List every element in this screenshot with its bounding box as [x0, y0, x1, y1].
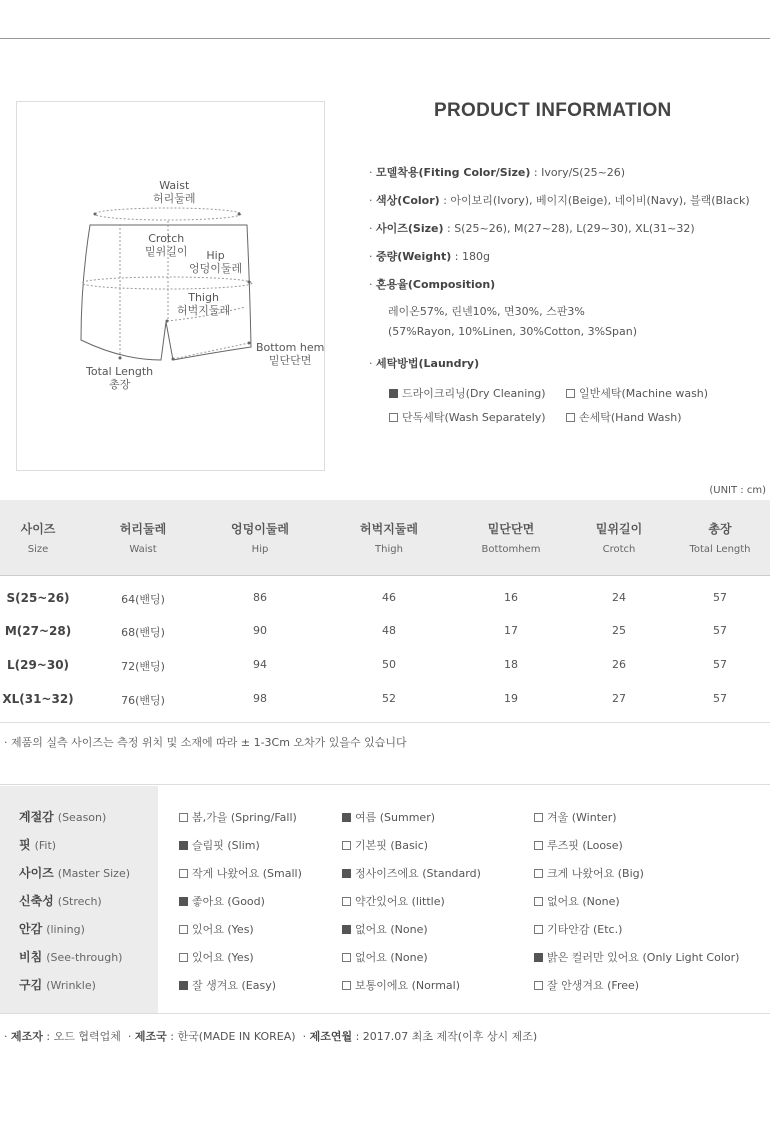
column-header-ko: 사이즈 [20, 522, 56, 536]
column-header-ko: 엉덩이둘레 [231, 522, 289, 536]
diagram-label-thigh: Thigh 허벅지둘레 [177, 291, 231, 317]
laundry-option: 일반세탁(Machine wash) [566, 385, 708, 401]
column-header-ko: 허리둘레 [119, 522, 167, 536]
checkbox-icon [342, 925, 351, 934]
table-cell: 94 [253, 658, 267, 671]
checkbox-icon [179, 925, 188, 934]
info-laundry: · 세탁방법(Laundry) [369, 357, 480, 370]
table-cell: 86 [253, 591, 267, 604]
checkbox-icon [534, 813, 543, 822]
info-fitting: · 모델착용(Fiting Color/Size) : Ivory/S(25~26) [369, 166, 626, 179]
checkbox-icon [566, 389, 575, 398]
column-header-en: Size [27, 544, 49, 555]
table-cell: 48 [382, 624, 396, 637]
attribute-option: 잘 생겨요 (Easy) [179, 977, 276, 993]
size-row-label: XL(31~32) [2, 692, 74, 706]
info-weight: · 중량(Weight) : 180g [369, 250, 490, 263]
attribute-option: 크게 나왔어요 (Big) [534, 865, 644, 881]
info-color: · 색상(Color) : 아이보리(Ivory), 베이지(Beige), 네이비(Navy), 블랙(Black) [369, 194, 750, 207]
column-header-en: Bottomhem [481, 544, 541, 555]
column-header-ko: 밑위길이 [595, 522, 643, 536]
shorts-outline-icon [17, 102, 326, 472]
checkbox-icon [534, 897, 543, 906]
column-header [231, 520, 289, 555]
table-cell: 16 [504, 591, 518, 604]
column-header [21, 520, 56, 555]
checkbox-icon [179, 953, 188, 962]
checkbox-icon [342, 897, 351, 906]
attribute-option: 봄,가을 (Spring/Fall) [179, 809, 297, 825]
checkbox-icon [179, 869, 188, 878]
table-cell: 57 [713, 658, 727, 671]
column-header [482, 520, 541, 555]
column-header-ko: 허벅지둘레 [360, 522, 418, 536]
info-size: · 사이즈(Size) : S(25~26), M(27~28), L(29~30), XL(31~32) [369, 222, 695, 235]
top-divider [0, 38, 770, 39]
attribute-label: 구김 (Wrinkle) [19, 978, 96, 992]
page-title: PRODUCT INFORMATION [434, 100, 672, 121]
table-cell: 57 [713, 624, 727, 637]
table-cell: 64(밴딩) [121, 593, 165, 606]
table-cell: 25 [612, 624, 626, 637]
attribute-option: 있어요 (Yes) [179, 921, 254, 937]
checkbox-icon [342, 813, 351, 822]
size-note: · 제품의 실측 사이즈는 측정 위치 및 소재에 따라 ± 1-3Cm 오차가 있을수 있습니다 [4, 736, 407, 749]
size-row-label: L(29~30) [6, 658, 70, 672]
attribute-option: 보통이에요 (Normal) [342, 977, 460, 993]
checkbox-icon [179, 897, 188, 906]
table-cell: 57 [713, 692, 727, 705]
checkbox-icon [534, 869, 543, 878]
diagram-label-crotch: Crotch 밑위길이 [145, 232, 188, 258]
attribute-option: 있어요 (Yes) [179, 949, 254, 965]
column-header-ko: 밑단단면 [487, 522, 535, 536]
attribute-option: 기타안감 (Etc.) [534, 921, 622, 937]
column-header-en: Crotch [602, 544, 636, 555]
attribute-label: 안감 (lining) [19, 922, 85, 936]
table-cell: 46 [382, 591, 396, 604]
attribute-option: 잘 안생겨요 (Free) [534, 977, 639, 993]
attribute-option: 약간있어요 (little) [342, 893, 445, 909]
table-cell: 98 [253, 692, 267, 705]
composition-ko: 레이온57%, 린넨10%, 면30%, 스판3% [388, 305, 585, 318]
unit-label: (UNIT : cm) [709, 485, 766, 496]
divider [0, 1013, 770, 1014]
laundry-option: 손세탁(Hand Wash) [566, 409, 682, 425]
checkbox-icon [342, 981, 351, 990]
table-cell: 68(밴딩) [121, 626, 165, 639]
table-cell: 19 [504, 692, 518, 705]
checkbox-icon [389, 389, 398, 398]
table-cell: 52 [382, 692, 396, 705]
attribute-option: 여름 (Summer) [342, 809, 435, 825]
size-row-label: S(25~26) [6, 591, 70, 605]
checkbox-icon [179, 813, 188, 822]
column-header-ko: 총장 [708, 522, 732, 536]
attribute-option: 기본핏 (Basic) [342, 837, 428, 853]
checkbox-icon [342, 841, 351, 850]
attribute-option: 겨울 (Winter) [534, 809, 617, 825]
table-cell: 72(밴딩) [121, 660, 165, 673]
checkbox-icon [534, 981, 543, 990]
divider [0, 722, 770, 723]
attribute-label: 비침 (See-through) [19, 950, 123, 964]
laundry-option: 드라이크리닝(Dry Cleaning) [389, 385, 546, 401]
table-cell: 17 [504, 624, 518, 637]
attribute-option: 없어요 (None) [534, 893, 620, 909]
diagram-label-waist: Waist 허리둘레 [153, 179, 196, 205]
attribute-label: 핏 (Fit) [19, 838, 57, 852]
diagram-label-hem: Bottom hem 밑단단면 [256, 341, 325, 367]
divider [0, 784, 770, 785]
checkbox-icon [566, 413, 575, 422]
table-cell: 27 [612, 692, 626, 705]
checkbox-icon [389, 413, 398, 422]
diagram-label-hip: Hip 엉덩이둘레 [189, 249, 243, 275]
attribute-option: 밝은 컬러만 있어요 (Only Light Color) [534, 949, 739, 965]
table-cell: 24 [612, 591, 626, 604]
column-header [596, 520, 642, 555]
attribute-label: 사이즈 (Master Size) [19, 866, 131, 880]
column-header-en: Thigh [375, 544, 403, 555]
attribute-option: 정사이즈에요 (Standard) [342, 865, 481, 881]
attribute-label: 계절감 (Season) [19, 810, 107, 824]
laundry-option: 단독세탁(Wash Separately) [389, 409, 546, 425]
checkbox-icon [534, 925, 543, 934]
column-header [120, 520, 166, 555]
column-header [689, 520, 750, 555]
attribute-option: 없어요 (None) [342, 949, 428, 965]
composition-en: (57%Rayon, 10%Linen, 30%Cotton, 3%Span) [388, 325, 638, 338]
attribute-option: 작게 나왔어요 (Small) [179, 865, 302, 881]
checkbox-icon [342, 953, 351, 962]
diagram-label-length: Total Length 총장 [86, 365, 154, 391]
column-header-en: Hip [251, 544, 269, 555]
table-cell: 57 [713, 591, 727, 604]
checkbox-icon [179, 841, 188, 850]
info-composition: · 혼용율(Composition) [369, 278, 496, 291]
shorts-diagram [16, 101, 325, 471]
table-cell: 90 [253, 624, 267, 637]
table-cell: 26 [612, 658, 626, 671]
column-header [360, 520, 418, 555]
attribute-option: 루즈핏 (Loose) [534, 837, 623, 853]
checkbox-icon [534, 841, 543, 850]
manufacturer-info: · 제조자 : 오드 협력업체 · 제조국 : 한국(MADE IN KOREA) · 제조연월 : 2017.07 최초 제작(이후 상시 제조) [4, 1030, 538, 1043]
table-cell: 18 [504, 658, 518, 671]
table-cell: 76(밴딩) [121, 694, 165, 707]
column-header-en: Waist [129, 544, 157, 555]
checkbox-icon [342, 869, 351, 878]
attribute-option: 없어요 (None) [342, 921, 428, 937]
size-row-label: M(27~28) [4, 624, 72, 638]
column-header-en: Total Length [689, 544, 751, 555]
table-cell: 50 [382, 658, 396, 671]
checkbox-icon [534, 953, 543, 962]
attribute-option: 좋아요 (Good) [179, 893, 265, 909]
attribute-label: 신축성 (Strech) [19, 894, 102, 908]
attribute-option: 슬림핏 (Slim) [179, 837, 260, 853]
checkbox-icon [179, 981, 188, 990]
